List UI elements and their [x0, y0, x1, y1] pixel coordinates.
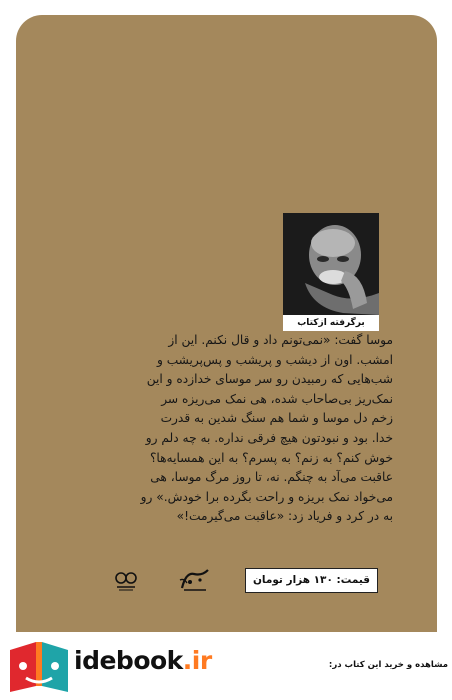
publisher-mark-icon	[114, 568, 138, 592]
book-excerpt	[46, 331, 393, 527]
excerpt-line: عاقبت می‌آد به چنگم. نه، تا روز مرگ موسا، هی	[150, 470, 393, 485]
excerpt-line: خوش کنم؟ به زنم؟ به پسرم؟ به این همسایه‌ها؟	[149, 450, 393, 465]
excerpt-line: نمک‌ریز بی‌صاحاب شده، هی نمک می‌ریزه سر	[161, 391, 393, 406]
site-name-text: idebook	[74, 646, 183, 675]
excerpt-line: شب‌هایی که رمبیدن رو سر موسای خدازده و این	[146, 372, 393, 387]
publisher-logo-icon	[178, 566, 212, 594]
idebook-logo-icon[interactable]	[6, 636, 72, 694]
excerpt-line: می‌خواد نمک بریزه و راحت بگرده برا خودش.» رو	[140, 489, 393, 504]
author-portrait-image	[283, 213, 379, 315]
price-label: قیمت: ۱۳۰ هزار تومان	[245, 568, 378, 593]
author-photo	[283, 213, 379, 315]
excerpt-line: زخم دل موسا و شما هم سنگ شدین به قدرت	[160, 411, 393, 426]
excerpt-line: امشب. اون از دیشب و پریشب و پس‌پریشب و	[156, 352, 393, 367]
site-name-link[interactable]	[74, 646, 212, 675]
excerpt-line: به در کرد و فریاد زد: «عاقبت می‌گیرمت!»	[176, 509, 393, 524]
site-tld-text: .ir	[182, 646, 212, 675]
excerpt-label: برگرفته ازکتاب	[283, 315, 379, 331]
buy-book-text: مشاهده و خرید این کتاب در:	[328, 660, 448, 670]
excerpt-line: موسا گفت: «نمی‌تونم داد و قال نکنم. این از	[168, 333, 393, 347]
excerpt-line: خدا. بود و نبودتون هیچ فرقی نداره. به چه دلم رو	[145, 430, 393, 445]
